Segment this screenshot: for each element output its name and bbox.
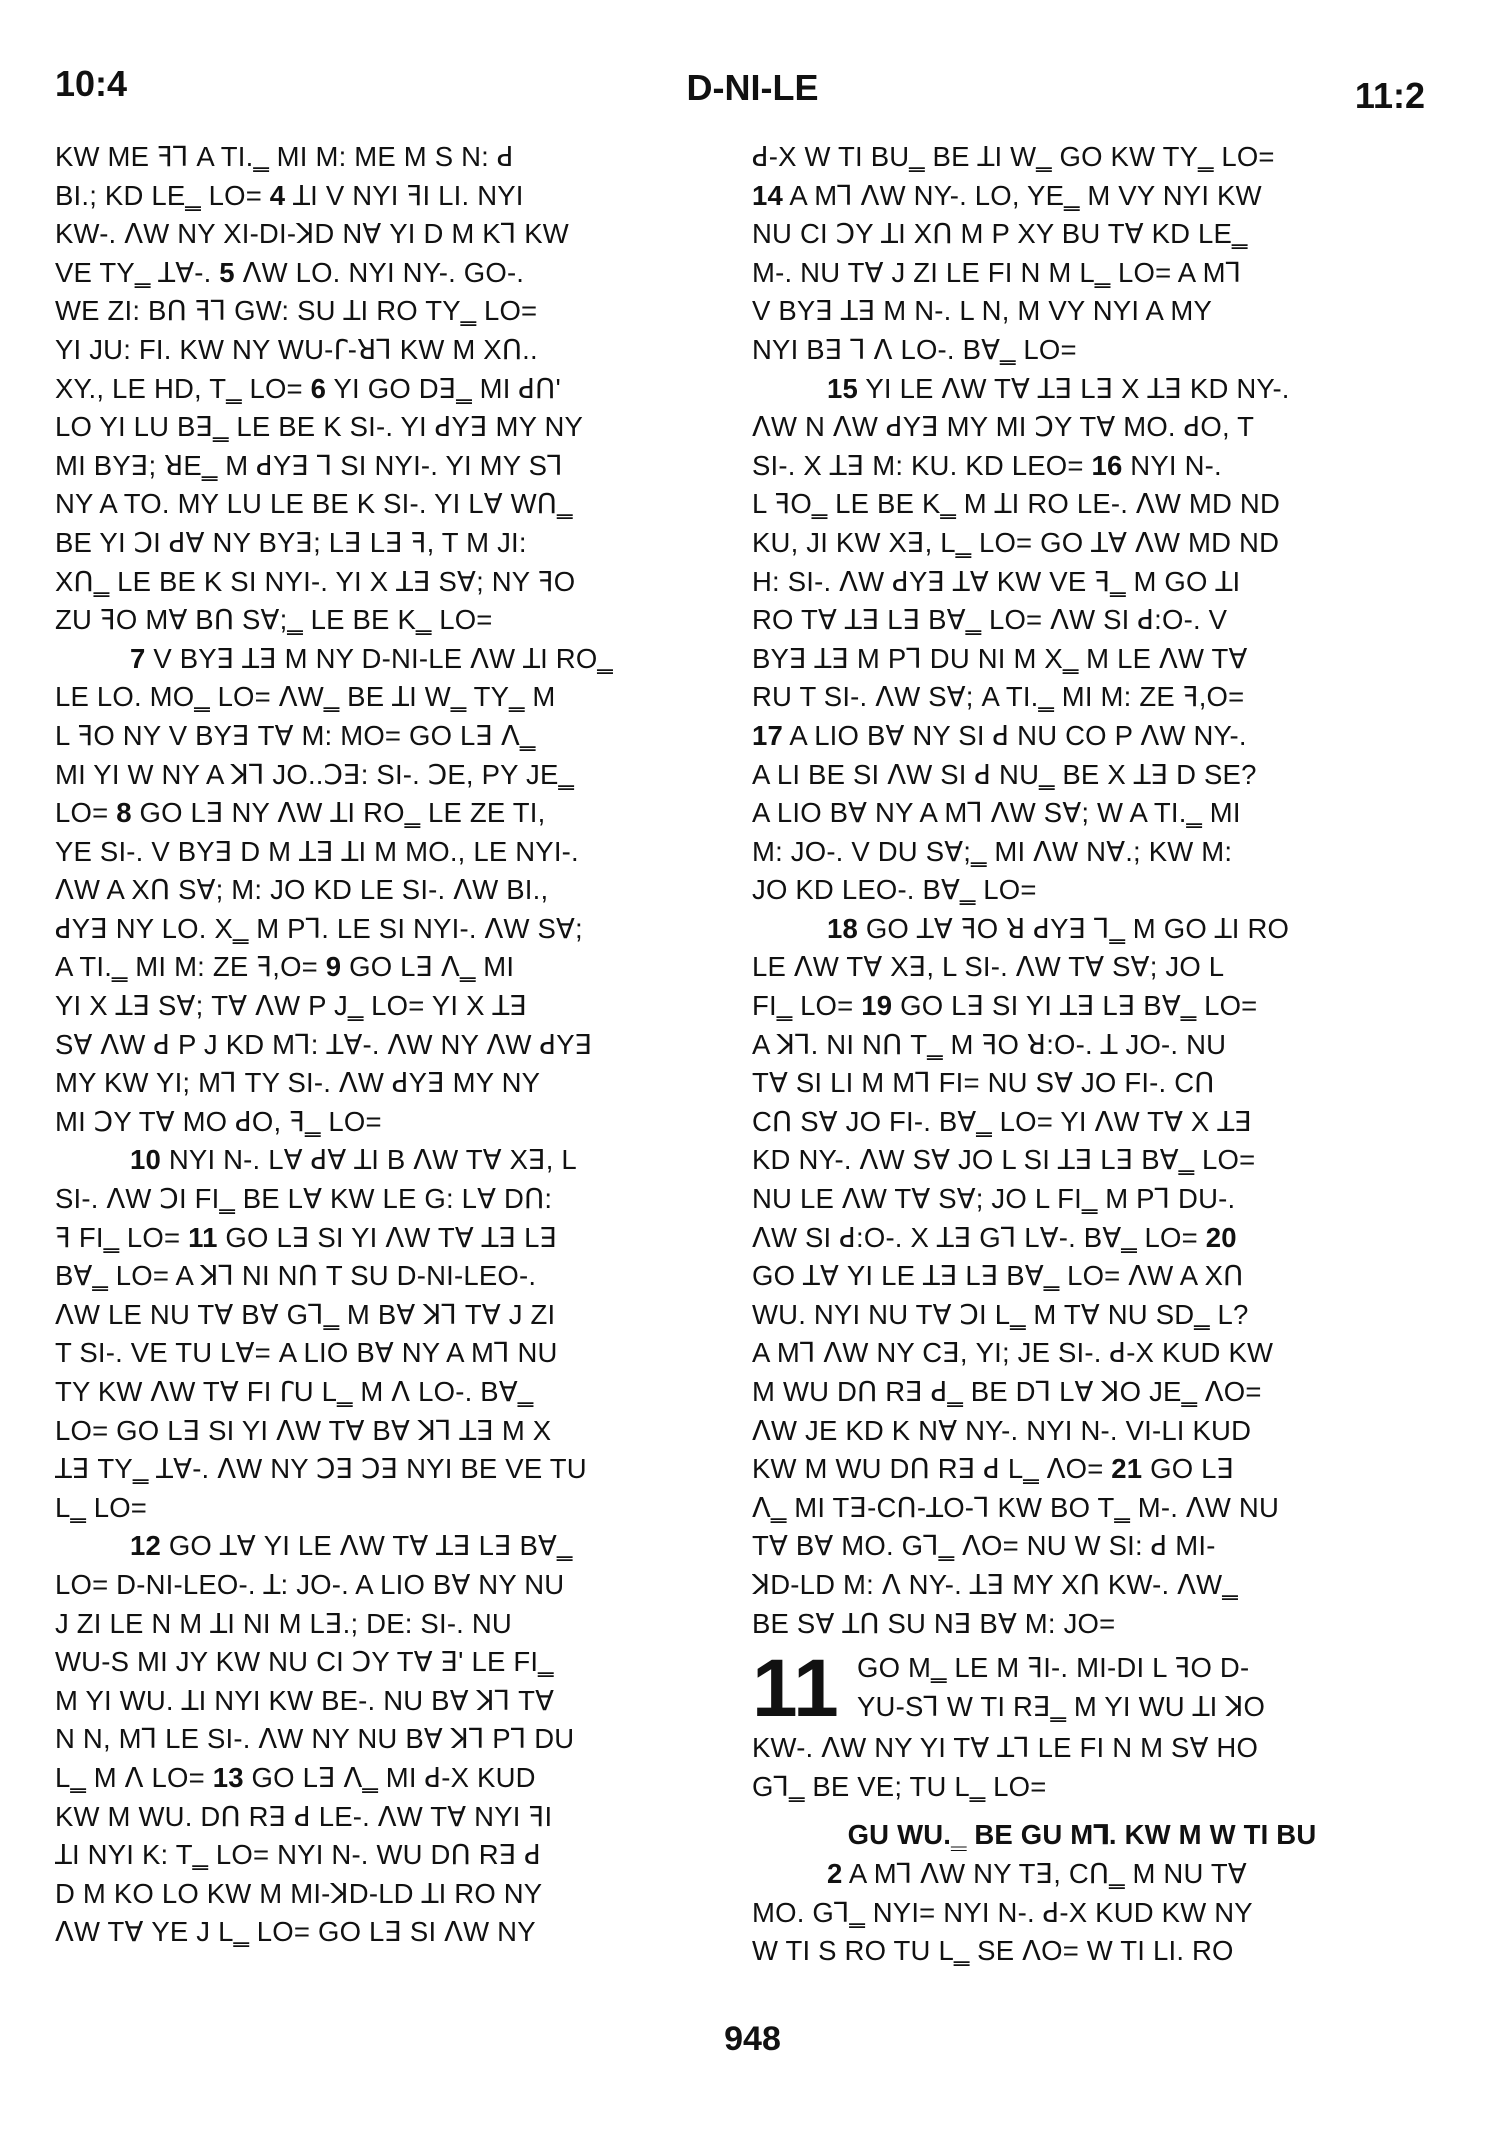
text-line xyxy=(55,833,715,872)
line-text: LO= xyxy=(55,797,117,829)
line-text: A ꓘꓶ. NI Nꓵ T‗ M ꟻO ꓤ:O-. ꓕ JO-. NU xyxy=(752,1028,1227,1060)
text-line xyxy=(55,1875,715,1914)
header-book-title: D-NI-LE xyxy=(686,67,819,108)
line-text: LO= GO Lꓱ SI YI ꓥW Tꓯ Bꓯ ꓘꓶ ꓕꓱ M X xyxy=(55,1414,552,1446)
text-line xyxy=(55,1759,715,1798)
line-text: A Mꓶ ꓥW NY Cꓱ, YI; JE SI-. ꓒ-X KUD KW xyxy=(752,1337,1274,1369)
text-line xyxy=(55,1180,715,1219)
text-line xyxy=(55,717,715,756)
line-text: VE TY‗ ꓕꓯ-. xyxy=(55,256,220,288)
verse-number: 11 xyxy=(188,1221,218,1253)
line-text: Tꓯ Bꓯ MO. Gꓶ‗ ꓥO= NU W SI: ꓒ MI- xyxy=(752,1530,1216,1562)
line-text: ꓒYꓱ NY LO. X‗ M Pꓶ. LE SI NYI-. ꓥW Sꓯ; xyxy=(55,912,583,944)
line-text: A LIO Bꓯ NY A Mꓶ ꓥW Sꓯ; W A TI.‗ MI xyxy=(752,797,1241,829)
line-text: Xꓵ‗ LE BE K SI NYI-. YI X ꓕꓱ Sꓯ; NY ꟻO xyxy=(55,565,576,597)
text-line xyxy=(752,331,1412,370)
text-line xyxy=(752,1932,1412,1971)
verse-number: 20 xyxy=(1205,1221,1237,1253)
line-text: SI-. X ꓕꓱ M: KU. KD LEO= xyxy=(752,449,1092,481)
line-text: RU T SI-. ꓥW Sꓯ; A TI.‗ MI M: ZE ꟻ,O= xyxy=(752,681,1245,713)
line-text: YI JU: FI. KW NY WU-ꓩ-ꓤꓶ KW M Xꓵ.. xyxy=(55,333,538,365)
line-text: NYI N-. Lꓯ ꓒꓯ ꓕI B ꓥW Tꓯ Xꓱ, L xyxy=(161,1144,577,1176)
line-text: V BYꓱ ꓕꓱ M NY D-NI-LE ꓥW ꓕI RO‗ xyxy=(145,642,613,674)
text-line xyxy=(752,1141,1412,1180)
text-line xyxy=(55,1450,715,1489)
text-line xyxy=(55,1913,715,1952)
text-line xyxy=(55,871,715,910)
line-text: ꓥW LE NU Tꓯ Bꓯ Gꓶ‗ M Bꓯ ꓘꓶ Tꓯ J ZI xyxy=(55,1298,556,1330)
text-line xyxy=(857,1688,1412,1727)
line-text: J ZI LE N M ꓕI NI M Lꓱ.; DE: SI-. NU xyxy=(55,1607,512,1639)
text-line xyxy=(55,1489,715,1528)
line-text: L ꟻO NY V BYꓱ Tꓯ M: MO= GO Lꓱ ꓥ‗ xyxy=(55,719,536,751)
line-text: YI GO Dꓱ‗ MI ꓒꓵ' xyxy=(326,372,561,404)
line-text: N N, Mꓶ LE SI-. ꓥW NY NU Bꓯ ꓘꓶ Pꓶ DU xyxy=(55,1723,575,1755)
text-line xyxy=(55,138,715,177)
text-line xyxy=(752,1219,1412,1258)
text-line xyxy=(752,1729,1412,1768)
chapter-first-lines xyxy=(857,1649,1412,1729)
line-text: ꓕI V NYI ꟻI LI. NYI xyxy=(285,179,524,211)
verse-number: 15 xyxy=(827,372,858,404)
text-line xyxy=(752,215,1412,254)
line-text: MY KW YI; Mꓶ TY SI-. ꓥW ꓒYꓱ MY NY xyxy=(55,1067,541,1099)
line-text: YI LE ꓥW Tꓯ ꓕꓱ Lꓱ X ꓕꓱ KD NY-. xyxy=(858,372,1290,404)
line-text: XY., LE HD, T‗ LO= xyxy=(55,372,311,404)
line-text: Gꓶ‗ BE VE; TU L‗ LO= xyxy=(752,1770,1047,1802)
text-line xyxy=(55,1103,715,1142)
line-text: ꓕꓱ TY‗ ꓕꓯ-. ꓥW NY ꓛꓱ ꓛꓱ NYI BE VE TU xyxy=(55,1453,587,1485)
line-text: LE LO. MO‗ LO= ꓥW‗ BE ꓕI W‗ TY‗ M xyxy=(55,681,556,713)
text-line xyxy=(55,1064,715,1103)
verse-number: 13 xyxy=(212,1761,244,1793)
verse-number: 19 xyxy=(861,990,893,1022)
line-text: Tꓯ SI LI M Mꓶ FI= NU Sꓯ JO FI-. Cꓵ xyxy=(752,1067,1215,1099)
line-text: NYI Bꓱ ꓶ ꓥ LO-. Bꓯ‗ LO= xyxy=(752,333,1077,365)
text-line xyxy=(752,640,1412,679)
text-line xyxy=(55,1566,715,1605)
text-line xyxy=(55,756,715,795)
text-line xyxy=(752,485,1412,524)
text-line xyxy=(752,794,1412,833)
line-text: WU. NYI NU Tꓯ ꓛI L‗ M Tꓯ NU SD‗ L? xyxy=(752,1298,1249,1330)
text-line xyxy=(752,408,1412,447)
line-text: BE YI ꓛI ꓒꓯ NY BYꓱ; Lꓱ Lꓱ ꟻ, T M JI: xyxy=(55,526,527,558)
section-heading: GU WU.‗ BE GU Mꓶ. KW M W TI BU xyxy=(847,1819,1317,1851)
line-text: ꓥW A Xꓵ Sꓯ; M: JO KD LE SI-. ꓥW BI., xyxy=(55,874,549,906)
line-text: M YI WU. ꓕI NYI KW BE-. NU Bꓯ ꓘꓶ Tꓯ xyxy=(55,1684,555,1716)
text-line xyxy=(752,678,1412,717)
text-line xyxy=(752,987,1412,1026)
text-line xyxy=(55,1141,715,1180)
line-text: LO YI LU Bꓱ‗ LE BE K SI-. YI ꓒYꓱ MY NY xyxy=(55,411,584,443)
line-text: KD NY-. ꓥW Sꓯ JO L SI ꓕꓱ Lꓱ Bꓯ‗ LO= xyxy=(752,1144,1256,1176)
line-text: GO Lꓱ xyxy=(1142,1453,1235,1485)
verse-number: 7 xyxy=(130,642,146,674)
text-column-left xyxy=(55,138,715,1952)
line-text: JO KD LEO-. Bꓯ‗ LO= xyxy=(752,874,1037,906)
text-line xyxy=(752,1768,1412,1807)
line-text: M: JO-. V DU Sꓯ;‗ MI ꓥW Nꓯ.; KW M: xyxy=(752,835,1233,867)
line-text: M-. NU Tꓯ J ZI LE FI N M L‗ LO= A Mꓶ xyxy=(752,256,1242,288)
line-text: MI YI W NY A ꓘꓶ JO..ꓛꓱ: SI-. ꓛE, PY JE‗ xyxy=(55,758,574,790)
text-line xyxy=(55,948,715,987)
line-text: L ꟻO‗ LE BE K‗ M ꓕI RO LE-. ꓥW MD ND xyxy=(752,488,1281,520)
text-line xyxy=(55,1836,715,1875)
line-text: A LI BE SI ꓥW SI ꓒ NU‗ BE X ꓕꓱ D SE? xyxy=(752,758,1257,790)
text-line xyxy=(752,1373,1412,1412)
text-line xyxy=(752,177,1412,216)
line-text: GO Lꓱ SI YI ꓕꓱ Lꓱ Bꓯ‗ LO= xyxy=(892,990,1258,1022)
line-text: ꓘD-LD M: ꓥ NY-. ꓕꓱ MY Xꓵ KW-. ꓥW‗ xyxy=(752,1568,1238,1600)
text-line xyxy=(55,1605,715,1644)
line-text: WE ZI: Bꓵ ꟻꓶ GW: SU ꓕI RO TY‗ LO= xyxy=(55,295,538,327)
line-text: W TI S RO TU L‗ SE ꓥO= W TI LI. RO xyxy=(752,1935,1234,1967)
verse-number: 5 xyxy=(219,256,235,288)
line-text: GO ꓕꓯ ꟻO ꓤ ꓒYꓱ ꓶ‗ M GO ꓕI RO xyxy=(858,912,1290,944)
text-line xyxy=(55,1720,715,1759)
text-line xyxy=(752,1257,1412,1296)
text-line xyxy=(55,1527,715,1566)
line-text: NU LE ꓥW Tꓯ Sꓯ; JO L FI‗ M Pꓶ DU-. xyxy=(752,1183,1236,1215)
verse-number: 14 xyxy=(752,179,783,211)
text-line xyxy=(55,485,715,524)
page-number: 948 xyxy=(724,2020,781,2058)
line-text: ꓥW LO. NYI NY-. GO-. xyxy=(234,256,525,288)
text-line xyxy=(752,1566,1412,1605)
line-text: GO Lꓱ ꓥ‗ MI xyxy=(341,951,515,983)
verse-number: 2 xyxy=(827,1857,843,1889)
text-line xyxy=(55,524,715,563)
line-text: NU CI ꓛY ꓕI Xꓵ M P XY BU Tꓯ KD LE‗ xyxy=(752,218,1248,250)
text-line xyxy=(752,254,1412,293)
verse-number: 21 xyxy=(1111,1453,1143,1485)
line-text: GO ꓕꓯ YI LE ꓥW Tꓯ ꓕꓱ Lꓱ Bꓯ‗ xyxy=(161,1530,573,1562)
line-text: A Mꓶ ꓥW NY Tꓱ, Cꓵ‗ M NU Tꓯ xyxy=(842,1857,1247,1889)
line-text: Cꓵ Sꓯ JO FI-. Bꓯ‗ LO= YI ꓥW Tꓯ X ꓕꓱ xyxy=(752,1105,1252,1137)
line-text: ꓒ-X W TI BU‗ BE ꓕI W‗ GO KW TY‗ LO= xyxy=(752,141,1275,172)
text-line xyxy=(55,408,715,447)
line-text: NYI N-. xyxy=(1122,449,1222,481)
line-text: KW-. ꓥW NY XI-DI-ꓘD Nꓯ YI D M Kꓶ KW xyxy=(55,218,569,250)
line-text: KW M WU. Dꓵ Rꓱ ꓒ LE-. ꓥW Tꓯ NYI ꟻI xyxy=(55,1800,553,1832)
text-line xyxy=(752,1894,1412,1933)
line-text: BE Sꓯ ꓕꓵ SU Nꓱ Bꓯ M: JO= xyxy=(752,1607,1116,1639)
line-text: GO Lꓱ SI YI ꓥW Tꓯ ꓕꓱ Lꓱ xyxy=(217,1221,558,1253)
text-line xyxy=(752,717,1412,756)
line-text: ꓕI NYI K: T‗ LO= NYI N-. WU Dꓵ Rꓱ ꓒ xyxy=(55,1839,542,1871)
line-text: LO= D-NI-LEO-. ꓕ: JO-. A LIO Bꓯ NY NU xyxy=(55,1568,565,1600)
text-line xyxy=(55,1682,715,1721)
text-line xyxy=(55,640,715,679)
verse-number: 6 xyxy=(310,372,327,404)
text-line xyxy=(55,254,715,293)
text-line xyxy=(55,910,715,949)
text-line xyxy=(55,447,715,486)
text-line xyxy=(55,370,715,409)
text-line xyxy=(857,1649,1412,1688)
text-line xyxy=(55,292,715,331)
text-line xyxy=(55,1296,715,1335)
text-line xyxy=(752,447,1412,486)
text-line xyxy=(55,1412,715,1451)
verse-number: 16 xyxy=(1091,449,1123,481)
line-text: FI‗ LO= xyxy=(752,990,862,1022)
line-text: M WU Dꓵ Rꓱ ꓒ‗ BE Dꓶ Lꓯ ꓘO JE‗ ꓥO= xyxy=(752,1376,1262,1407)
line-text: GO M‗ LE M ꟻI-. MI-DI L ꟻO D- xyxy=(857,1652,1250,1684)
line-text: GO Lꓱ NY ꓥW ꓕI RO‗ LE ZE TI, xyxy=(131,797,546,829)
text-line xyxy=(752,1334,1412,1373)
line-text: KW ME ꟻꓶ A TI.‗ MI M: ME M S N: ꓒ xyxy=(55,141,514,172)
line-text: ꓥW N ꓥW ꓒYꓱ MY MI ꓛY Tꓯ MO. ꓒO, T xyxy=(752,411,1255,443)
text-line xyxy=(55,678,715,717)
line-text: MI BYꓱ; ꓤE‗ M ꓒYꓱ ꓶ SI NYI-. YI MY Sꓶ xyxy=(55,449,563,481)
text-line xyxy=(752,871,1412,910)
line-text: A Mꓶ ꓥW NY-. LO, YE‗ M VY NYI KW xyxy=(783,179,1262,211)
line-text: YE SI-. V BYꓱ D M ꓕꓱ ꓕI M MO., LE NYI-. xyxy=(55,835,579,867)
text-line xyxy=(752,1103,1412,1142)
text-line xyxy=(55,1373,715,1412)
line-text: LE ꓥW Tꓯ Xꓱ, L SI-. ꓥW Tꓯ Sꓯ; JO L xyxy=(752,951,1225,983)
chapter-number: 11 xyxy=(752,1643,839,1735)
line-text: RO Tꓯ ꓕꓱ Lꓱ Bꓯ‗ LO= ꓥW SI ꓒ:O-. V xyxy=(752,604,1228,636)
line-text: GO Lꓱ ꓥ‗ MI ꓒ-X KUD xyxy=(243,1761,536,1793)
header-chapter-verse-left: 10:4 xyxy=(55,63,128,104)
line-text: T SI-. VE TU Lꓯ= A LIO Bꓯ NY A Mꓶ NU xyxy=(55,1337,558,1369)
line-text: L‗ LO= xyxy=(55,1491,148,1523)
text-line xyxy=(55,601,715,640)
text-line xyxy=(752,1026,1412,1065)
line-text: BI.; KD LE‗ LO= xyxy=(55,179,270,211)
line-text: ZU ꟻO Mꓯ Bꓵ Sꓯ;‗ LE BE K‗ LO= xyxy=(55,604,493,636)
verse-number: 17 xyxy=(752,719,783,751)
line-text: NY A TO. MY LU LE BE K SI-. YI Lꓯ Wꓵ‗ xyxy=(55,488,573,520)
text-line xyxy=(752,1489,1412,1528)
line-text: Sꓯ ꓥW ꓒ P J KD Mꓶ: ꓕꓯ-. ꓥW NY ꓥW ꓒYꓱ xyxy=(55,1028,593,1060)
text-line xyxy=(752,948,1412,987)
text-line xyxy=(752,756,1412,795)
line-text: D M KO LO KW M MI-ꓘD-LD ꓕI RO NY xyxy=(55,1877,543,1909)
line-text: YI X ꓕꓱ Sꓯ; Tꓯ ꓥW P J‗ LO= YI X ꓕꓱ xyxy=(55,990,528,1022)
text-line xyxy=(752,601,1412,640)
line-text: TY KW ꓥW Tꓯ FI ꓩU L‗ M ꓥ LO-. Bꓯ‗ xyxy=(55,1376,534,1407)
text-line xyxy=(55,177,715,216)
verse-number: 18 xyxy=(827,912,858,944)
line-text: BYꓱ ꓕꓱ M Pꓶ DU NI M X‗ M LE ꓥW Tꓯ xyxy=(752,642,1248,674)
header-chapter-verse-right: 11:2 xyxy=(1354,75,1425,116)
text-line xyxy=(752,1296,1412,1335)
line-text: H: SI-. ꓥW ꓒYꓱ ꓕꓯ KW VE ꟻ‗ M GO ꓕI xyxy=(752,565,1241,597)
line-text: ꓥW SI ꓒ:O-. X ꓕꓱ Gꓶ Lꓯ-. Bꓯ‗ LO= xyxy=(752,1221,1206,1253)
verse-number: 9 xyxy=(325,951,342,983)
text-line xyxy=(752,292,1412,331)
line-text: L‗ M ꓥ LO= xyxy=(55,1761,213,1793)
chapter-start xyxy=(752,1643,1412,1735)
line-text: ꟻ FI‗ LO= xyxy=(55,1221,189,1253)
verse-number: 8 xyxy=(116,797,132,829)
text-line xyxy=(55,987,715,1026)
line-text: ꓥW JE KD K Nꓯ NY-. NYI N-. VI-LI KUD xyxy=(752,1414,1252,1446)
text-line xyxy=(752,1412,1412,1451)
text-line xyxy=(752,524,1412,563)
line-text: YU-Sꓶ W TI Rꓱ‗ M YI WU ꓕI ꓘO xyxy=(857,1690,1266,1722)
line-text: SI-. ꓥW ꓛI FI‗ BE Lꓯ KW LE G: Lꓯ Dꓵ: xyxy=(55,1183,553,1215)
text-line xyxy=(752,1855,1412,1894)
text-line xyxy=(55,1026,715,1065)
text-line xyxy=(752,910,1412,949)
text-line xyxy=(55,1334,715,1373)
line-text: KU, JI KW Xꓱ, L‗ LO= GO ꓕꓯ ꓥW MD ND xyxy=(752,526,1280,558)
verse-number: 12 xyxy=(130,1530,161,1562)
line-text: KW-. ꓥW NY YI Tꓯ ꓕꓶ LE FI N M Sꓯ HO xyxy=(752,1732,1259,1764)
line-text: V BYꓱ ꓕꓱ M N-. L N, M VY NYI A MY xyxy=(752,295,1213,327)
text-line xyxy=(752,1180,1412,1219)
text-line xyxy=(752,138,1412,177)
line-text: ꓥ‗ MI Tꓱ-Cꓵ-ꓕO-ꓶ KW BO T‗ M-. ꓥW NU xyxy=(752,1491,1280,1523)
line-text: ꓥW Tꓯ YE J L‗ LO= GO Lꓱ SI ꓥW NY xyxy=(55,1916,536,1948)
text-line xyxy=(752,563,1412,602)
text-line xyxy=(55,563,715,602)
text-column-right xyxy=(752,138,1412,1971)
text-line xyxy=(55,331,715,370)
verse-number: 4 xyxy=(269,179,286,211)
text-line xyxy=(752,833,1412,872)
line-text: WU-S MI JY KW NU CI ꓛY Tꓯ ꓱ' LE FI‗ xyxy=(55,1646,554,1678)
text-line xyxy=(752,1064,1412,1103)
text-line xyxy=(55,1643,715,1682)
line-text: MO. Gꓶ‗ NYI= NYI N-. ꓒ-X KUD KW NY xyxy=(752,1896,1253,1928)
text-line xyxy=(752,1605,1412,1644)
line-text: Bꓯ‗ LO= A ꓘꓶ NI Nꓵ T SU D-NI-LEO-. xyxy=(55,1260,537,1292)
text-line xyxy=(752,370,1412,409)
text-line xyxy=(55,1219,715,1258)
text-line xyxy=(55,1257,715,1296)
text-line xyxy=(55,215,715,254)
text-line xyxy=(752,1450,1412,1489)
text-line xyxy=(55,1798,715,1837)
line-text: A TI.‗ MI M: ZE ꟻ,O= xyxy=(55,951,326,983)
line-text: GO ꓕꓯ YI LE ꓕꓱ Lꓱ Bꓯ‗ LO= ꓥW A Xꓵ xyxy=(752,1260,1244,1292)
line-text: MI ꓛY Tꓯ MO ꓒO, ꟻ‗ LO= xyxy=(55,1105,382,1137)
text-line xyxy=(752,1527,1412,1566)
line-text: A LIO Bꓯ NY SI ꓒ NU CO P ꓥW NY-. xyxy=(783,719,1247,751)
line-text: KW M WU Dꓵ Rꓱ ꓒ L‗ ꓥO= xyxy=(752,1453,1112,1485)
text-line xyxy=(55,794,715,833)
verse-number: 10 xyxy=(130,1144,161,1176)
